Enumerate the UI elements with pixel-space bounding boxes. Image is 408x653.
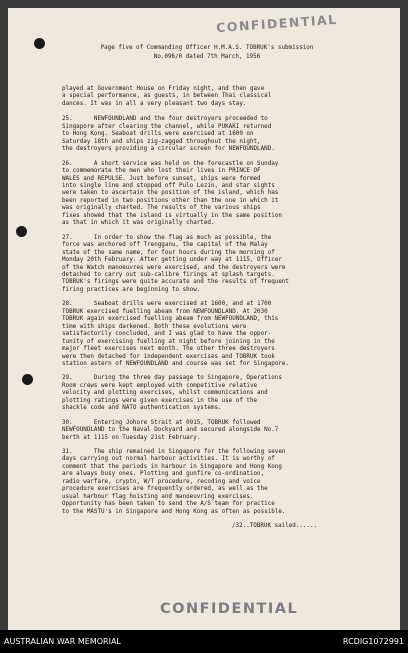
confidential-stamp-top: CONFIDENTIAL	[215, 11, 339, 36]
punch-hole-bottom	[22, 374, 33, 385]
paragraph-27: 27. In order to show the flag as much as possible, the force was anchored off Trengganu, the capital of the Malay state of the same name, for four hours during the morning of Monday 20th February. After getting under way at 1115, Officer of the Watch manoeuvres were exercised, and the destroyers were detached to carry out sub-calibre firings at splash targets. TOBRUK's firings were quite accurate and the results of frequent firing practices are beginning to show.	[62, 234, 289, 293]
header-line-2: No.096/0 dated 7th March, 1956	[153, 54, 261, 60]
archive-footer	[0, 630, 408, 653]
footer-record-id: RCDIG1072991	[342, 637, 404, 646]
footer-institution: AUSTRALIAN WAR MEMORIAL	[4, 637, 121, 646]
document-body	[62, 86, 370, 531]
paragraph-28: 28. Seaboat drills were exercised at 1600, and at 1700 TOBRUK exercised fuelling abeam from NEWFOUNDLAND. At 2030 TOBRUK again exercised fuelling abeam from NEWFOUNDLAND, this time with ships darkened. Both these evolutions were satisfactorily concluded, and I was glad to have the oppor- tunity of exercising fuelling at night before joining in the major fleet exercises next month. The other three destroyers were then detached for independent exercises and TOBRUK took station astern of NEWFOUNDLAND and course was set for Singapore.	[62, 301, 289, 367]
paragraph-26: 26. A short service was held on the forecastle on Sunday to commemorate the men who lost their lives in PRINCE OF WALES and REPULSE. Just before sunset, ships were formed into single line and stopped off Pulo Lezin, and star sights were taken to ascertain the position of the island, which has been reported in two positions other than the one in which it was originally charted. The results of the various ships fixes showed that the island is virtually in the same position as that in which it was originally charted.	[62, 160, 282, 227]
document-page	[8, 8, 400, 630]
punch-hole-middle	[16, 226, 27, 237]
confidential-stamp-bottom: CONFIDENTIAL	[160, 601, 299, 617]
paragraph-29: 29. During the three day passage to Singapore, Operations Room crews were kept employed with competitive relative velocity and plotting exercises, whilst communications and plotting ratings were given exercises in the use of the shackle code and NATO authentication systems.	[62, 375, 282, 412]
paragraph-25: 25. NEWFOUNDLAND and the four destroyers proceeded to Singapore after clearing the channel, while PUKAKI returned to Hong Kong. Seaboat drills were exercised at 1600 on Saturday 18th and ships zig-zagged throughout the night, the destroyers providing a circular screen for NEWFOUNDLAND.	[62, 116, 275, 153]
paragraph-30: 30. Entering Johore Strait at 0915, TOBRUK followed NEWFOUNDLAND to the Naval Dockyard and secured alongside No.7 berth at 1115 on Tuesday 21st February.	[62, 419, 279, 441]
document-header	[38, 44, 376, 62]
header-line-1: Page five of Commanding Officer H.M.A.S. TOBRUK's submission	[100, 45, 314, 51]
paragraph-31: 31. The ship remained in Singapore for the following seven days carrying out normal harbour activities. It is worthy of comment that the periods in harbour in Singapore and Hong Kong are always busy ones. Plotting and gunfire co-ordination, radio warfare, crypto, W/T procedure, recoding and voice procedure exercises are frequently ordered, as well as the usual harbour flag hoisting and manoeuvring exercises. Opportunity has been taken to send the A/S team for practice to the MASTU's in Singapore and Hong Kong as often as possible.	[62, 449, 286, 515]
continuation-signoff: /32..TOBRUK sailed......	[232, 523, 318, 530]
paragraph-continuation: played at Government House on Friday night, and then gave a special performance, as guests, in between Thai classical dances. It was in all a very pleasant two days stay.	[62, 86, 272, 107]
